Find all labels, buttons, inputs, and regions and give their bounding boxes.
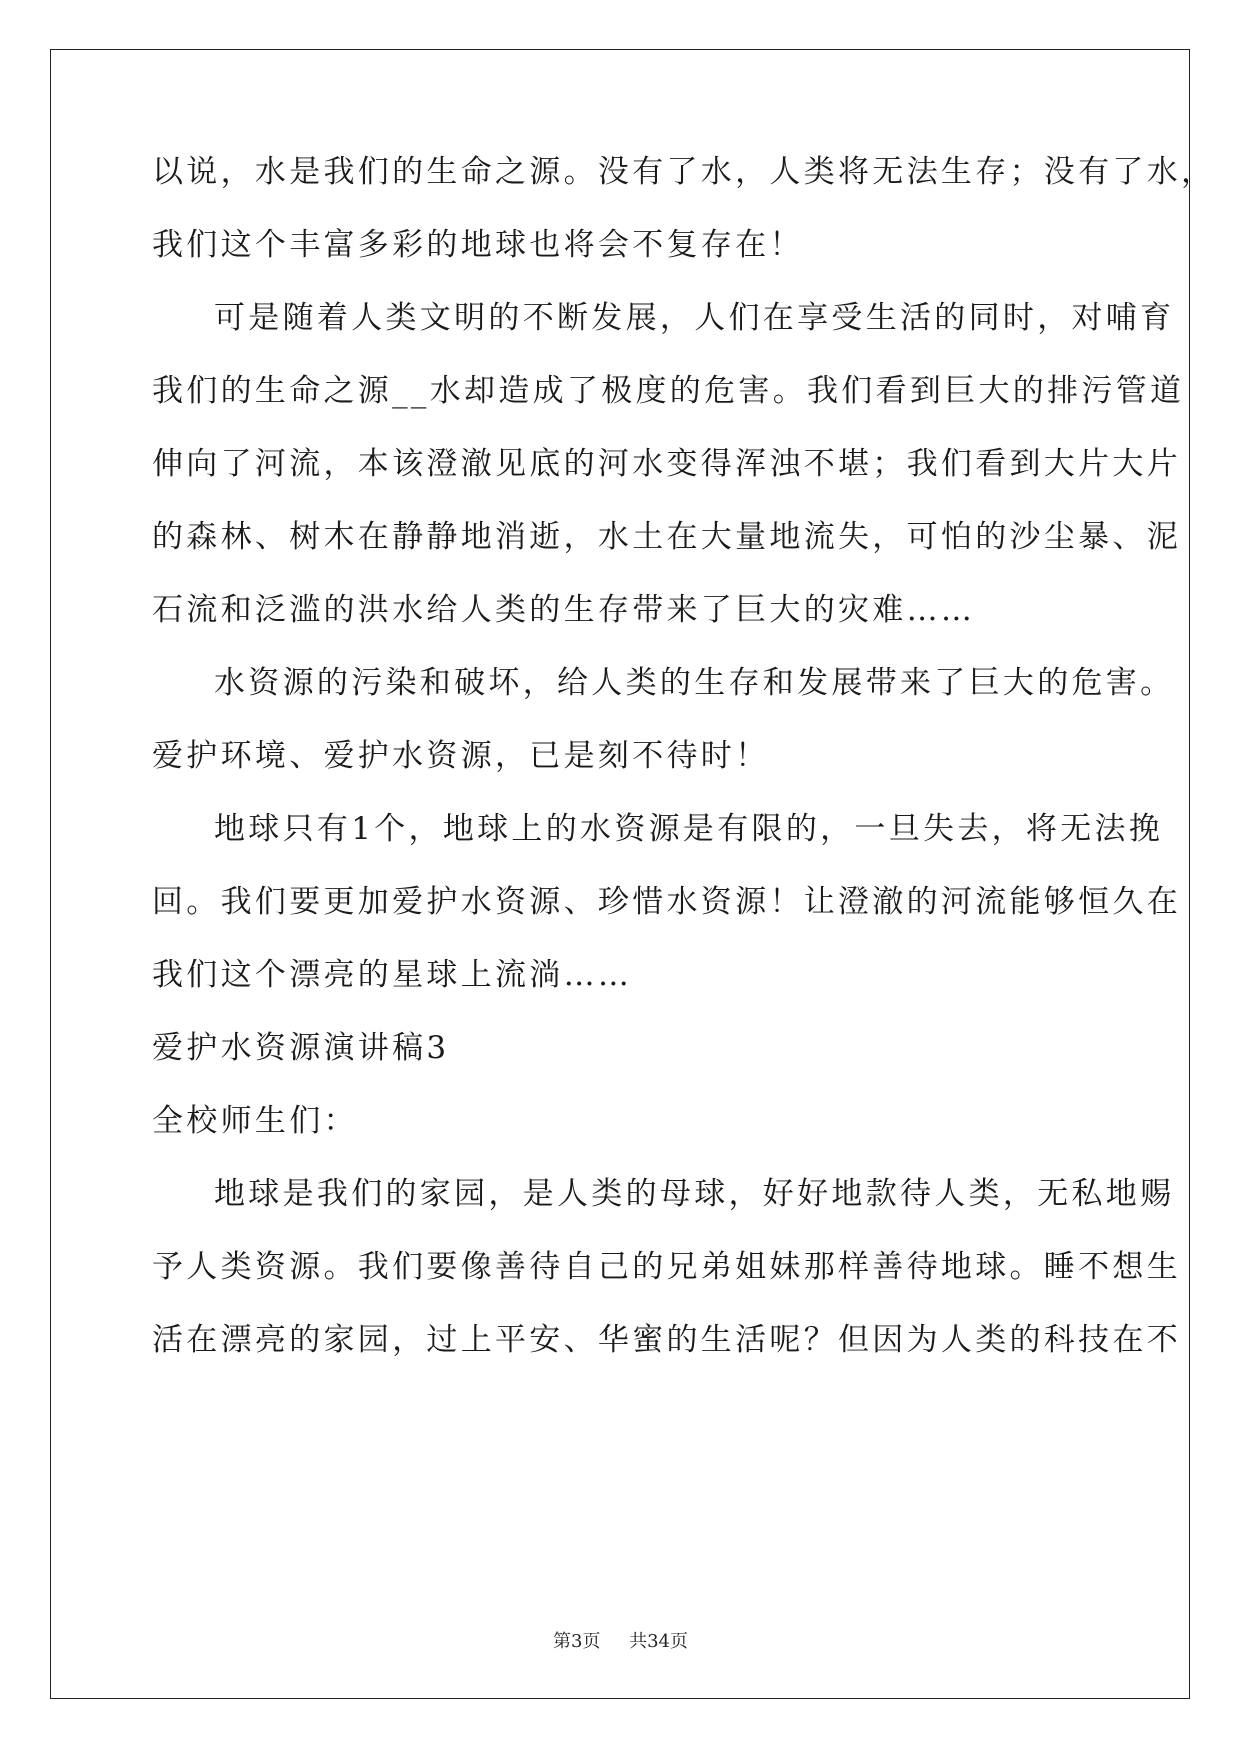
body-line-1: 以说，水是我们的生命之源。没有了水，人类将无法生存；没有了水， xyxy=(152,154,1216,190)
page-total: 共34页 xyxy=(629,1631,688,1652)
body-line-9: 爱护环境、爱护水资源，已是刻不待时！ xyxy=(152,738,770,774)
body-line-6: 的森林、树木在静静地消逝，水土在大量地流失，可怕的沙尘暴、泥 xyxy=(152,519,1181,555)
section-heading: 爱护水资源演讲稿3 xyxy=(152,1030,450,1066)
body-line-17: 活在漂亮的家园，过上平安、华蜜的生活呢？但因为人类的科技在不 xyxy=(152,1322,1181,1358)
body-line-10: 地球只有1个，地球上的水资源是有限的，一旦失去，将无法挽 xyxy=(214,811,1164,847)
body-line-11: 回。我们要更加爱护水资源、珍惜水资源！让澄澈的河流能够恒久在 xyxy=(152,884,1181,920)
page-number: 第3页 xyxy=(553,1631,601,1652)
body-line-2: 我们这个丰富多彩的地球也将会不复存在！ xyxy=(152,227,804,263)
body-line-15: 地球是我们的家园，是人类的母球，好好地款待人类，无私地赐 xyxy=(214,1176,1175,1212)
body-line-3: 可是随着人类文明的不断发展，人们在享受生活的同时，对哺育 xyxy=(214,300,1175,336)
body-line-12: 我们这个漂亮的星球上流淌…… xyxy=(152,957,633,993)
body-line-4: 我们的生命之源__水却造成了极度的危害。我们看到巨大的排污管道 xyxy=(152,373,1185,409)
body-line-5: 伸向了河流，本该澄澈见底的河水变得浑浊不堪；我们看到大片大片 xyxy=(152,446,1181,482)
page-footer xyxy=(0,1627,1241,1653)
body-line-16: 予人类资源。我们要像善待自己的兄弟姐妹那样善待地球。睡不想生 xyxy=(152,1249,1181,1285)
body-line-8: 水资源的污染和破坏，给人类的生存和发展带来了巨大的危害。 xyxy=(214,665,1175,701)
body-line-7: 石流和泛滥的洪水给人类的生存带来了巨大的灾难…… xyxy=(152,592,976,628)
salutation: 全校师生们： xyxy=(152,1103,358,1139)
page-border xyxy=(50,49,1190,1699)
